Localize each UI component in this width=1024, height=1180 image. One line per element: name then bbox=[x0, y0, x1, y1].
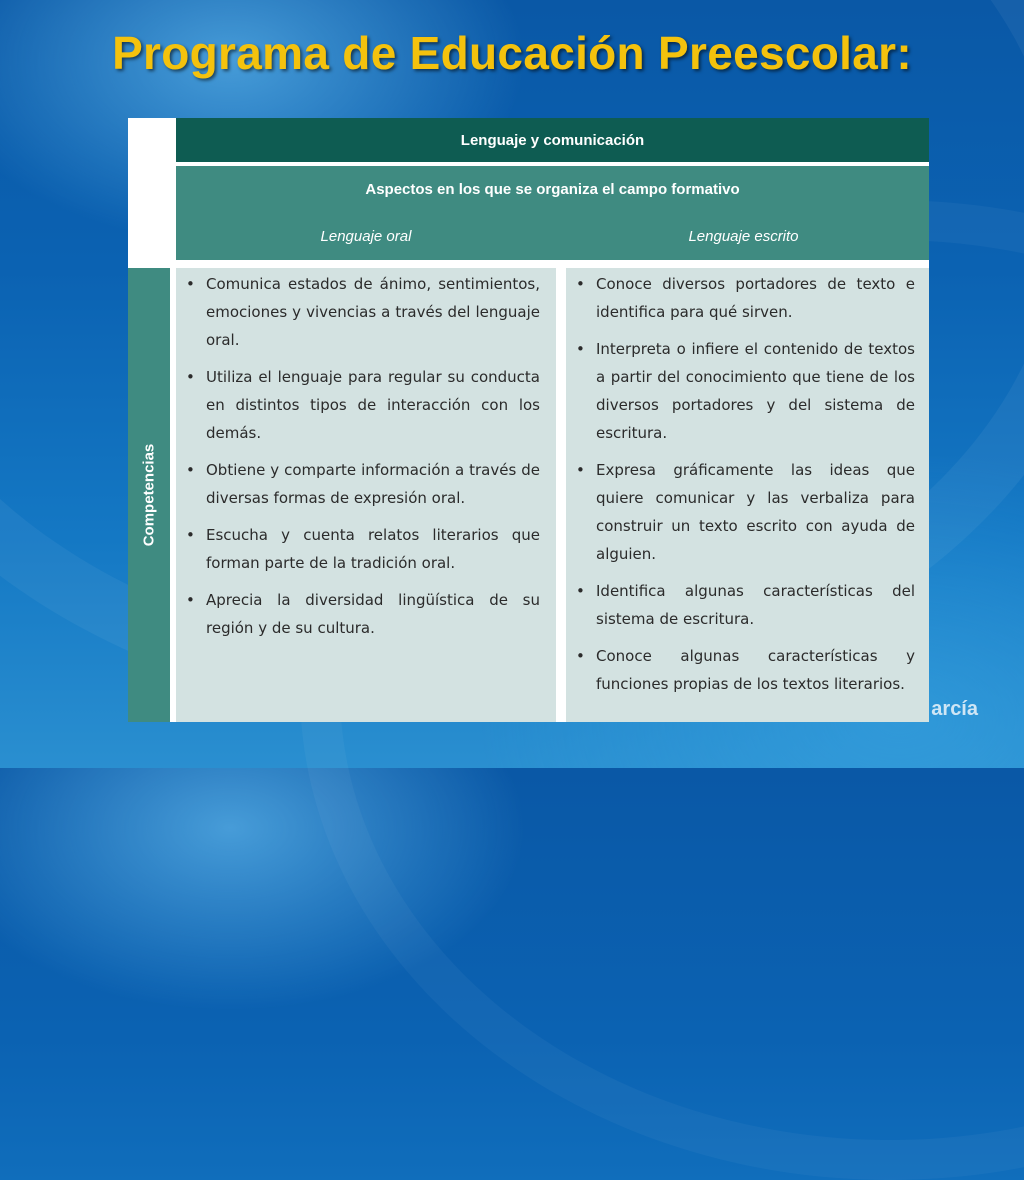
list-item: • Expresa gráficamente las ideas que quiere comunicar y las verbaliza para construir un texto escrito con ayuda de alguien. bbox=[596, 456, 915, 568]
list-item: • Identifica algunas características del sistema de escritura. bbox=[596, 577, 915, 633]
list-item: • Escucha y cuenta relatos literarios que forman parte de la tradición oral. bbox=[206, 521, 540, 577]
aspects-header: Aspectos en los que se organiza el campo formativo bbox=[176, 166, 929, 212]
competencies-table bbox=[128, 118, 929, 722]
oral-competencies-list bbox=[206, 270, 540, 642]
aspect-lenguaje-escrito: Lenguaje escrito bbox=[688, 227, 799, 245]
row-label-cell bbox=[128, 268, 170, 722]
list-item: • Obtiene y comparte información a través de diversas formas de expresión oral. bbox=[206, 456, 540, 512]
oral-competencies-column bbox=[176, 268, 556, 722]
field-title: Lenguaje y comunicación bbox=[176, 118, 929, 162]
list-item: • Conoce algunas características y funciones propias de los textos literarios. bbox=[596, 642, 915, 698]
aspect-lenguaje-oral: Lenguaje oral bbox=[320, 227, 412, 245]
list-item: • Comunica estados de ánimo, sentimientos, emociones y vivencias a través del lenguaje oral. bbox=[206, 270, 540, 354]
footer-author-partial: arcía bbox=[931, 698, 978, 720]
aspects-subheader-row bbox=[176, 212, 929, 260]
written-competencies-list bbox=[596, 270, 915, 698]
list-item: • Utiliza el lenguaje para regular su conducta en distintos tipos de interacción con los demás. bbox=[206, 363, 540, 447]
list-item: • Conoce diversos portadores de texto e identifica para qué sirven. bbox=[596, 270, 915, 326]
list-item: • Interpreta o infiere el contenido de textos a partir del conocimiento que tiene de los diversos portadores y del sistema de escritura. bbox=[596, 335, 915, 447]
list-item: • Aprecia la diversidad lingüística de su región y de su cultura. bbox=[206, 586, 540, 642]
competencias-label: Competencias bbox=[140, 443, 158, 547]
slide-title: Programa de Educación Preescolar: bbox=[112, 27, 912, 79]
written-competencies-column bbox=[566, 268, 929, 722]
